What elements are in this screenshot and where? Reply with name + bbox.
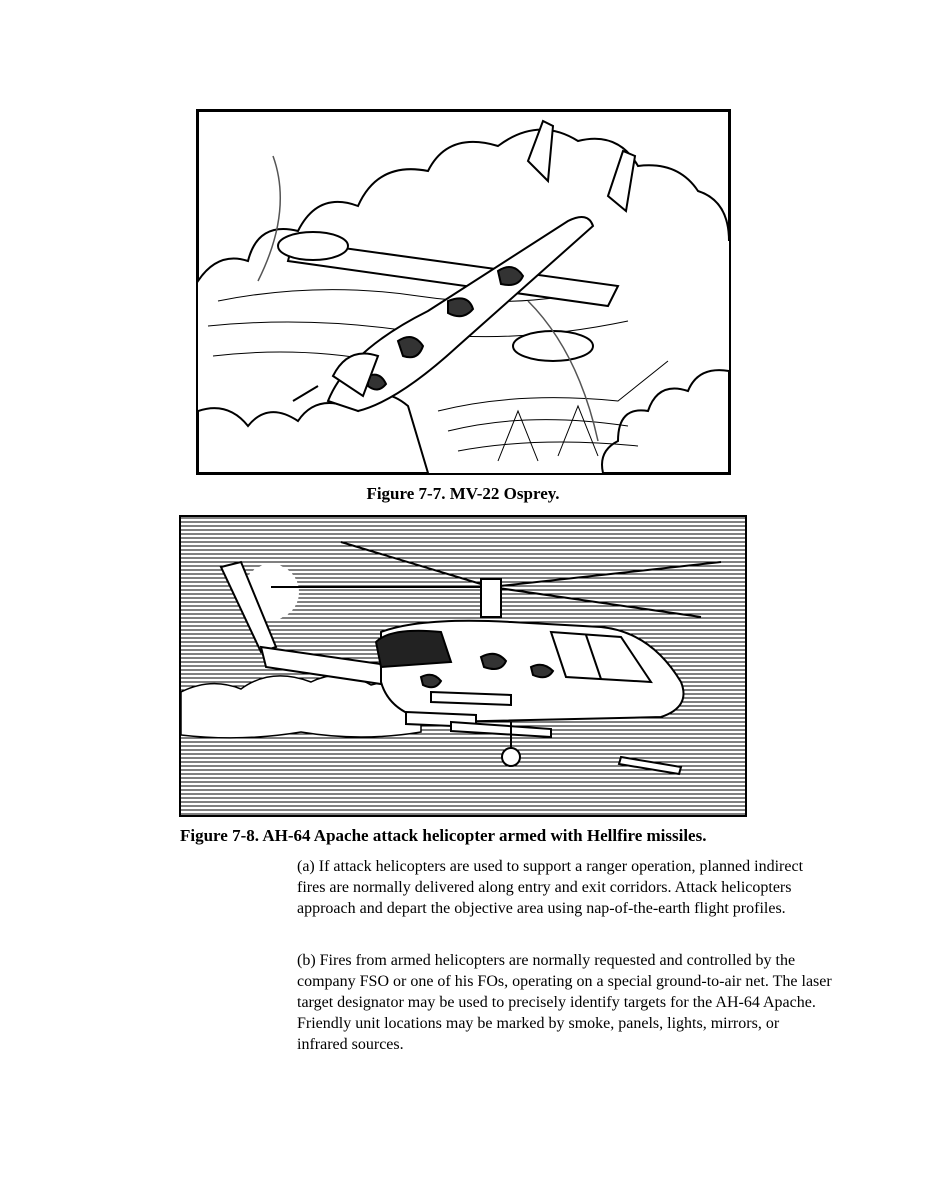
ah64-apache-drawing (181, 517, 745, 815)
figure-mv22-osprey (196, 109, 731, 475)
figure-caption: Figure 7-8. AH-64 Apache attack helicopter armed with Hellfire missiles. (180, 826, 707, 845)
mv22-osprey-drawing (198, 111, 729, 473)
figure-caption: Figure 7-7. MV-22 Osprey. (366, 484, 560, 503)
body-paragraph: (b) Fires from armed helicopters are normally requested and controlled by the company FSO or one of his FOs, operating on a special ground-to-air net. The laser target designator may be used to precisely identify targets for the AH-64 Apache. Friendly unit locations may be marked by smoke, panels, lights, mirrors, or infrared sources. (297, 952, 832, 1053)
body-paragraph: (a) If attack helicopters are used to support a ranger operation, planned indirect fires are normally delivered along entry and exit corridors. Attack helicopters approach and depart the objective area using nap-of-the-earth flight profiles. (297, 858, 804, 917)
figure-ah64-apache (179, 515, 747, 817)
